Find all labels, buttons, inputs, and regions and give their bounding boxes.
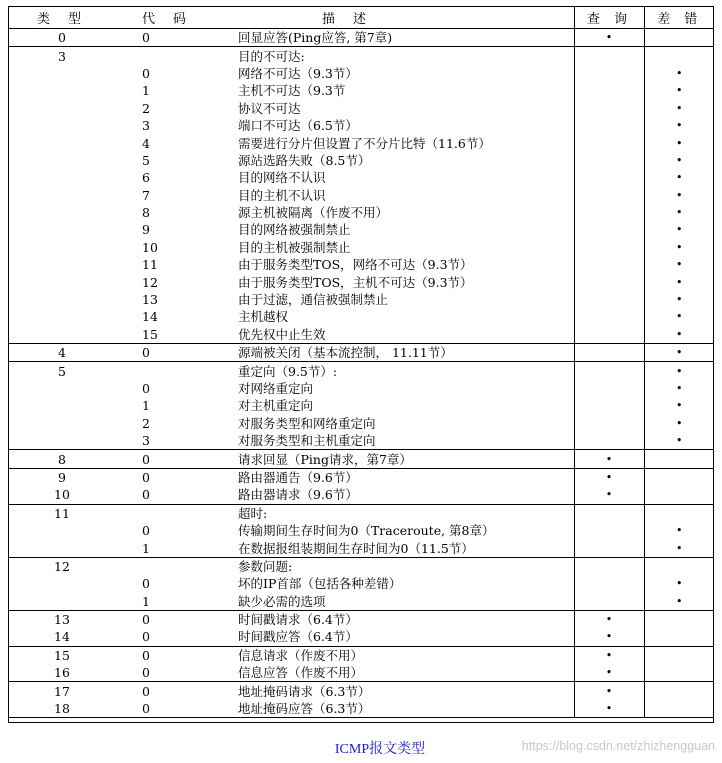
code-cell — [128, 557, 238, 575]
description-cell: 坏的IP首部（包括各种差错） — [238, 576, 402, 592]
code-cell: 0 — [142, 487, 150, 503]
type-cell — [8, 134, 128, 151]
bullet-mark: • — [676, 434, 683, 448]
code-cell: 12 — [142, 274, 158, 290]
bullet-mark: • — [605, 702, 613, 716]
table-row — [8, 134, 714, 151]
code-cell: 7 — [142, 187, 150, 203]
type-cell: 11 — [54, 505, 70, 521]
error-cell — [644, 134, 714, 151]
error-cell — [644, 486, 714, 504]
table-row — [8, 47, 714, 65]
error-cell — [644, 65, 714, 82]
type-cell — [8, 432, 128, 450]
query-cell — [574, 117, 644, 134]
description-cell: 回显应答(Ping应答, 第7章) — [238, 30, 393, 46]
code-cell — [128, 504, 238, 522]
type-cell: 15 — [54, 647, 70, 663]
description-cell: 由于服务类型TOS，网络不可达（9.3节） — [238, 257, 473, 273]
bullet-mark: • — [676, 119, 683, 133]
error-cell — [644, 326, 714, 344]
query-cell — [574, 152, 644, 169]
row-group — [8, 610, 714, 646]
bullet-mark: • — [605, 613, 613, 627]
bullet-mark: • — [605, 684, 613, 698]
table-row — [8, 539, 714, 557]
description-cell: 目的不可达: — [238, 48, 305, 64]
query-cell — [574, 82, 644, 99]
description-cell: 对服务类型和网络重定向 — [238, 415, 376, 431]
type-cell: 9 — [58, 469, 66, 485]
table-row — [8, 239, 714, 256]
code-cell: 3 — [142, 118, 150, 134]
bullet-mark: • — [676, 382, 683, 395]
query-cell — [574, 682, 644, 700]
description-cell: 优先权中止生效 — [238, 326, 326, 342]
error-cell — [644, 117, 714, 134]
row-group — [8, 557, 714, 610]
type-cell — [8, 117, 128, 134]
bullet-mark: • — [676, 84, 683, 98]
bullet-mark: • — [676, 171, 683, 185]
bullet-mark: • — [605, 470, 613, 484]
query-cell — [574, 664, 644, 682]
bullet-mark: • — [676, 101, 683, 115]
description-cell: 目的网络不认识 — [238, 170, 326, 186]
type-cell: 18 — [54, 701, 70, 717]
bullet-mark: • — [605, 648, 613, 662]
bullet-mark: • — [676, 310, 683, 324]
row-group — [8, 450, 714, 468]
type-cell — [8, 187, 128, 204]
bullet-mark: • — [676, 541, 683, 555]
table-row — [8, 100, 714, 117]
bullet-mark: • — [676, 223, 683, 237]
type-cell: 10 — [54, 487, 70, 503]
table-row — [8, 308, 714, 325]
table-row — [8, 82, 714, 99]
query-cell — [574, 522, 644, 539]
bullet-mark: • — [676, 153, 683, 167]
error-cell — [644, 308, 714, 325]
header-row — [8, 6, 714, 29]
error-cell — [644, 362, 714, 380]
table-row — [8, 256, 714, 273]
code-cell: 0 — [142, 65, 150, 81]
query-cell — [574, 397, 644, 414]
query-cell — [574, 239, 644, 256]
query-cell — [574, 47, 644, 65]
query-cell — [574, 204, 644, 221]
code-cell: 11 — [142, 257, 158, 273]
code-cell: 15 — [142, 326, 158, 342]
query-cell — [574, 100, 644, 117]
description-cell: 源站选路失败（8.5节） — [238, 152, 371, 168]
table-row — [8, 700, 714, 718]
description-cell: 目的网络被强制禁止 — [238, 222, 351, 238]
bullet-mark: • — [676, 577, 683, 591]
error-cell — [644, 557, 714, 575]
type-cell: 4 — [58, 345, 66, 361]
type-cell: 5 — [58, 363, 66, 379]
header-query: 查询 — [574, 6, 644, 29]
table-row — [8, 65, 714, 82]
error-cell — [644, 628, 714, 646]
code-cell: 1 — [142, 540, 150, 556]
query-cell — [574, 450, 644, 468]
table-row — [8, 397, 714, 414]
description-cell: 参数问题: — [238, 558, 293, 574]
code-cell: 8 — [142, 205, 150, 221]
bullet-mark: • — [605, 630, 613, 644]
query-cell — [574, 646, 644, 664]
type-cell — [8, 239, 128, 256]
header-error: 差错 — [644, 6, 714, 29]
code-cell: 0 — [142, 30, 150, 46]
type-cell — [8, 397, 128, 414]
query-cell — [574, 134, 644, 151]
header-description: 描述 — [238, 6, 574, 29]
query-cell — [574, 362, 644, 380]
bullet-mark: • — [676, 346, 683, 360]
type-cell — [8, 326, 128, 344]
error-cell — [644, 504, 714, 522]
table-row — [8, 326, 714, 344]
description-cell: 源主机被隔离（作废不用） — [238, 205, 389, 221]
table-row — [8, 628, 714, 646]
type-cell — [8, 593, 128, 611]
error-cell — [644, 682, 714, 700]
table-row — [8, 522, 714, 539]
description-cell: 重定向（9.5节）: — [238, 363, 338, 379]
code-cell: 2 — [142, 415, 150, 431]
header-code: 代码 — [128, 6, 238, 29]
description-cell: 主机不可达（9.3节 — [238, 83, 346, 99]
query-cell — [574, 273, 644, 290]
code-cell: 0 — [142, 701, 150, 717]
code-cell: 14 — [142, 309, 158, 325]
type-cell: 17 — [54, 683, 70, 699]
table-row — [8, 593, 714, 611]
table-row — [8, 486, 714, 504]
type-cell — [8, 539, 128, 557]
table-header — [8, 6, 714, 29]
query-cell — [574, 575, 644, 592]
table-row — [8, 450, 714, 468]
query-cell — [574, 221, 644, 238]
error-cell — [644, 47, 714, 65]
table-row — [8, 169, 714, 186]
type-cell — [8, 291, 128, 308]
header-type: 类型 — [8, 6, 128, 29]
query-cell — [574, 593, 644, 611]
type-cell — [8, 575, 128, 592]
error-cell — [644, 82, 714, 99]
code-cell: 0 — [142, 345, 150, 361]
description-cell: 对服务类型和主机重定向 — [238, 433, 376, 449]
query-cell — [574, 65, 644, 82]
table-row — [8, 415, 714, 432]
error-cell — [644, 575, 714, 592]
code-cell: 3 — [142, 433, 150, 449]
bullet-mark: • — [676, 206, 683, 220]
code-cell: 1 — [142, 398, 150, 414]
table-row — [8, 682, 714, 700]
table-row — [8, 575, 714, 592]
code-cell: 0 — [142, 665, 150, 681]
query-cell — [574, 432, 644, 450]
table-row — [8, 273, 714, 290]
description-cell: 对主机重定向 — [238, 398, 314, 414]
type-cell — [8, 82, 128, 99]
code-cell: 0 — [142, 612, 150, 628]
bullet-mark: • — [676, 275, 683, 289]
table-row — [8, 187, 714, 204]
type-cell — [8, 522, 128, 539]
error-cell — [644, 539, 714, 557]
query-cell — [574, 557, 644, 575]
description-cell: 时间戳请求（6.4节） — [238, 612, 358, 628]
code-cell: 0 — [142, 451, 150, 467]
table-row — [8, 221, 714, 238]
bullet-mark: • — [676, 416, 683, 430]
error-cell — [644, 450, 714, 468]
query-cell — [574, 29, 644, 47]
query-cell — [574, 380, 644, 397]
error-cell — [644, 593, 714, 611]
description-cell: 端口不可达（6.5节） — [238, 118, 358, 134]
type-cell: 0 — [58, 30, 66, 46]
error-cell — [644, 646, 714, 664]
watermark: https://blog.csdn.net/zhizhengguan — [521, 739, 715, 753]
table-row — [8, 152, 714, 169]
type-cell: 13 — [54, 612, 70, 628]
type-cell: 12 — [54, 558, 70, 574]
description-cell: 地址掩码应答（6.3节） — [238, 701, 371, 717]
code-cell — [128, 362, 238, 380]
type-cell — [8, 380, 128, 397]
bullet-mark: • — [676, 136, 683, 150]
description-cell: 路由器请求（9.6节） — [238, 487, 358, 503]
error-cell — [644, 221, 714, 238]
query-cell — [574, 344, 644, 362]
description-cell: 对网络重定向 — [238, 381, 314, 396]
type-cell — [8, 273, 128, 290]
table-row — [8, 432, 714, 450]
description-cell: 缺少必需的选项 — [238, 593, 326, 609]
bullet-mark: • — [676, 364, 683, 378]
description-cell: 由于过滤，通信被强制禁止 — [238, 292, 389, 308]
row-group — [8, 646, 714, 682]
description-cell: 目的主机不认识 — [238, 187, 326, 203]
type-cell — [8, 256, 128, 273]
query-cell — [574, 468, 644, 486]
error-cell — [644, 152, 714, 169]
error-cell — [644, 468, 714, 486]
error-cell — [644, 380, 714, 397]
table-row — [8, 291, 714, 308]
error-cell — [644, 664, 714, 682]
type-cell: 14 — [54, 629, 70, 645]
error-cell — [644, 397, 714, 414]
description-cell: 协议不可达 — [238, 100, 301, 116]
error-cell — [644, 344, 714, 362]
query-cell — [574, 700, 644, 718]
type-cell — [8, 308, 128, 325]
code-cell: 0 — [142, 576, 150, 592]
row-group — [8, 362, 714, 450]
table-row — [8, 29, 714, 47]
icmp-message-types-table — [8, 6, 714, 718]
bullet-mark: • — [676, 258, 683, 272]
description-cell: 时间戳应答（6.4节） — [238, 629, 358, 645]
query-cell — [574, 308, 644, 325]
query-cell — [574, 486, 644, 504]
code-cell: 6 — [142, 170, 150, 186]
bullet-mark: • — [605, 488, 613, 502]
row-group — [8, 29, 714, 47]
bullet-mark: • — [676, 399, 683, 413]
error-cell — [644, 169, 714, 186]
code-cell: 0 — [142, 381, 150, 396]
error-cell — [644, 187, 714, 204]
table-row — [8, 362, 714, 380]
description-cell: 主机越权 — [238, 309, 289, 325]
error-cell — [644, 100, 714, 117]
row-group — [8, 504, 714, 557]
type-cell — [8, 152, 128, 169]
code-cell: 4 — [142, 135, 150, 151]
query-cell — [574, 415, 644, 432]
table-row — [8, 664, 714, 682]
code-cell — [128, 47, 238, 65]
table-row — [8, 504, 714, 522]
description-cell: 传输期间生存时间为0（Traceroute, 第8章） — [238, 523, 495, 539]
query-cell — [574, 610, 644, 628]
description-cell: 目的主机被强制禁止 — [238, 239, 351, 255]
type-cell — [8, 100, 128, 117]
row-group — [8, 47, 714, 344]
code-cell: 1 — [142, 83, 150, 99]
error-cell — [644, 256, 714, 273]
code-cell: 9 — [142, 222, 150, 238]
description-cell: 由于服务类型TOS，主机不可达（9.3节） — [238, 274, 473, 290]
type-cell: 3 — [58, 48, 66, 64]
code-cell: 0 — [142, 523, 150, 539]
error-cell — [644, 415, 714, 432]
table-row — [8, 344, 714, 362]
table-row — [8, 646, 714, 664]
description-cell: 网络不可达（9.3节） — [238, 65, 358, 81]
bullet-mark: • — [676, 66, 683, 80]
query-cell — [574, 504, 644, 522]
description-cell: 地址掩码请求（6.3节） — [238, 683, 371, 699]
error-cell — [644, 291, 714, 308]
row-group — [8, 468, 714, 504]
error-cell — [644, 204, 714, 221]
type-cell — [8, 221, 128, 238]
bullet-mark: • — [676, 327, 683, 341]
code-cell: 1 — [142, 593, 150, 609]
table-row — [8, 610, 714, 628]
bullet-mark: • — [676, 240, 683, 254]
query-cell — [574, 187, 644, 204]
code-cell: 5 — [142, 152, 150, 168]
code-cell: 0 — [142, 683, 150, 699]
error-cell — [644, 29, 714, 47]
error-cell — [644, 700, 714, 718]
bullet-mark: • — [676, 188, 683, 202]
description-cell: 请求回显（Ping请求，第7章） — [238, 451, 412, 467]
query-cell — [574, 326, 644, 344]
description-cell: 信息请求（作废不用） — [238, 647, 364, 663]
bullet-mark: • — [605, 452, 613, 466]
bullet-mark: • — [676, 524, 683, 538]
query-cell — [574, 291, 644, 308]
error-cell — [644, 610, 714, 628]
code-cell: 2 — [142, 100, 150, 116]
bullet-mark: • — [605, 31, 613, 45]
bullet-mark: • — [605, 666, 613, 680]
code-cell: 10 — [142, 239, 158, 255]
bullet-mark: • — [676, 293, 683, 307]
description-cell: 信息应答（作废不用） — [238, 665, 364, 681]
type-cell — [8, 169, 128, 186]
table-row — [8, 380, 714, 397]
type-cell — [8, 204, 128, 221]
code-cell: 0 — [142, 647, 150, 663]
table-row — [8, 468, 714, 486]
type-cell: 8 — [58, 451, 66, 467]
type-cell — [8, 415, 128, 432]
description-cell: 超时: — [238, 505, 268, 521]
description-cell: 需要进行分片但设置了不分片比特（11.6节） — [238, 135, 491, 151]
query-cell — [574, 628, 644, 646]
error-cell — [644, 522, 714, 539]
table-row — [8, 117, 714, 134]
query-cell — [574, 256, 644, 273]
error-cell — [644, 239, 714, 256]
bullet-mark: • — [676, 594, 683, 608]
error-cell — [644, 273, 714, 290]
type-cell: 16 — [54, 665, 70, 681]
query-cell — [574, 539, 644, 557]
table-caption: ICMP报文类型 — [334, 742, 426, 757]
code-cell: 13 — [142, 292, 158, 308]
description-cell: 在数据报组装期间生存时间为0（11.5节） — [238, 540, 474, 556]
error-cell — [644, 432, 714, 450]
code-cell: 0 — [142, 629, 150, 645]
query-cell — [574, 169, 644, 186]
row-group — [8, 344, 714, 362]
row-group — [8, 682, 714, 718]
code-cell: 0 — [142, 469, 150, 485]
type-cell — [8, 65, 128, 82]
description-cell: 路由器通告（9.6节） — [238, 469, 358, 485]
table-row — [8, 557, 714, 575]
description-cell: 源端被关闭（基本流控制， 11.11节） — [238, 345, 453, 361]
table-row — [8, 204, 714, 221]
